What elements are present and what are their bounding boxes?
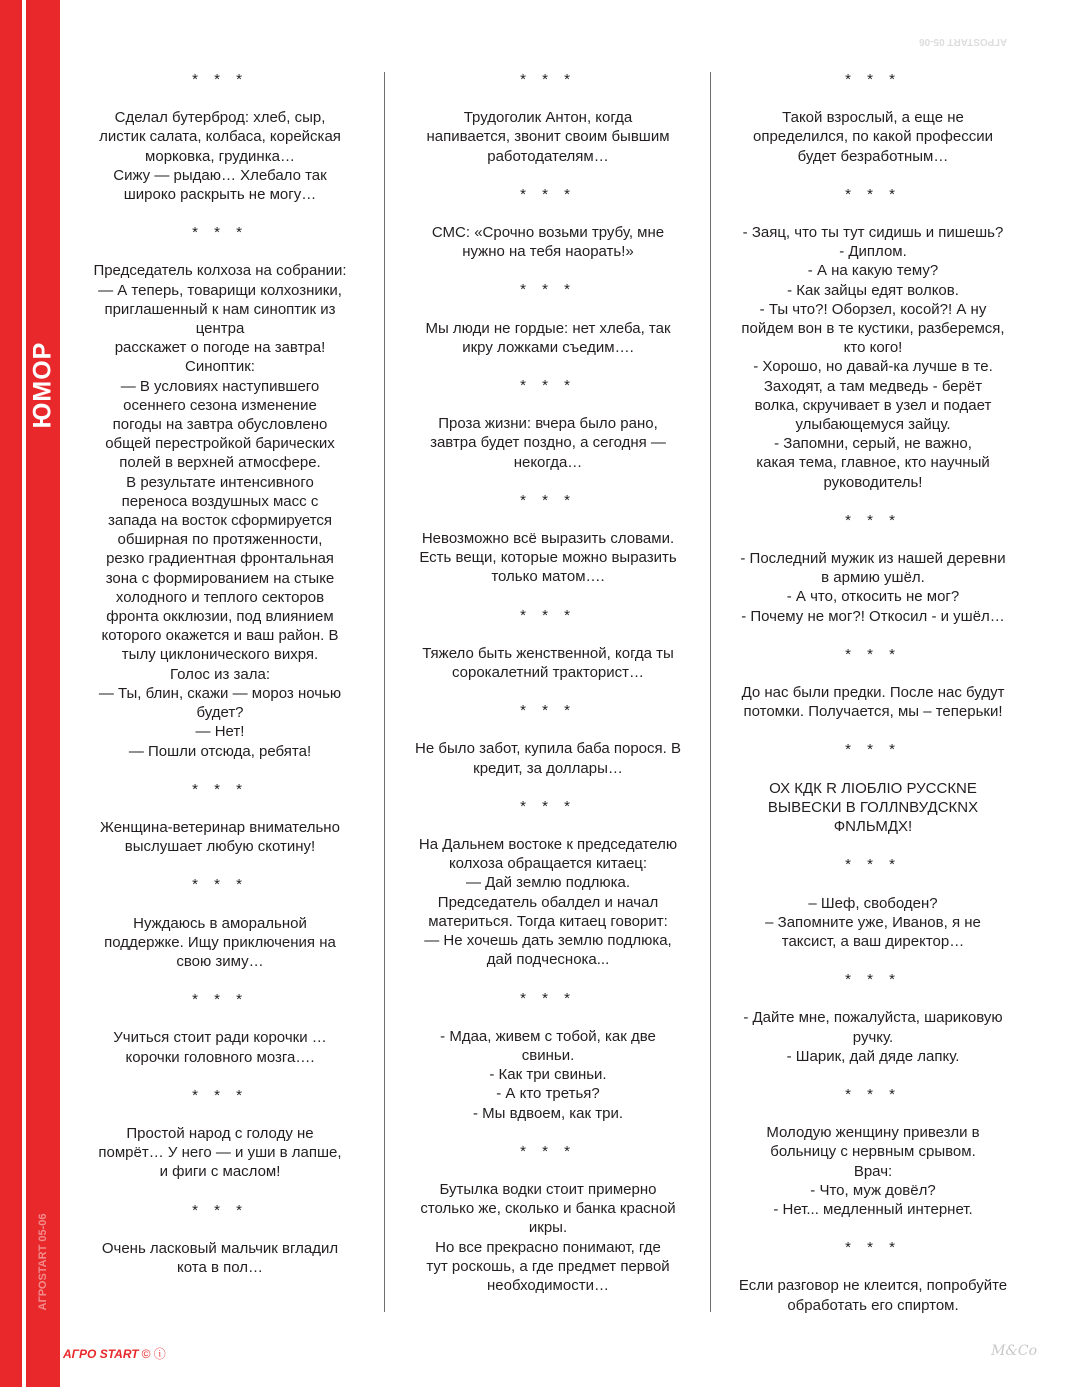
joke-text: - Последний мужик из нашей деревни в армию ушёл. - А что, откосить не мог? - Почему не мог?! Откосил - и ушёл… [740, 550, 1006, 625]
joke-block [403, 185, 693, 262]
joke-separator: * * * [520, 702, 576, 720]
joke-separator: * * * [520, 606, 576, 624]
sidebar-stripe-thin [0, 0, 22, 1387]
joke-separator: * * * [520, 185, 576, 203]
joke-text: Тяжело быть женственной, когда ты сорокалетний тракторист… [422, 644, 674, 682]
logo-text: АГРО START [63, 1347, 139, 1361]
joke-block [403, 376, 693, 472]
joke-block [726, 855, 1020, 951]
sidebar-stripe-thick [26, 0, 60, 1387]
joke-separator: * * * [520, 281, 576, 299]
joke-block [403, 606, 693, 683]
joke-text: Бутылка водки стоит примерно столько же, сколько и банка красной икры. Но все прекрасно понимают, где тут роскошь, а где предмет первой необходимости… [420, 1180, 676, 1294]
joke-separator: * * * [520, 989, 576, 1007]
joke-block [74, 990, 366, 1067]
joke-block [726, 970, 1020, 1066]
joke-block [74, 780, 366, 857]
magazine-logo [63, 1345, 166, 1362]
joke-block [74, 70, 366, 204]
joke-separator: * * * [845, 1085, 901, 1103]
joke-text: Молодую женщину привезли в больницу с нервным срывом. Врач: - Что, муж довёл? - Нет... медленный интернет. [766, 1124, 980, 1218]
joke-separator: * * * [845, 185, 901, 203]
joke-block [403, 70, 693, 166]
joke-separator: * * * [192, 1201, 248, 1219]
joke-text: На Дальнем востоке к председателю колхоза обращается китаец: — Дай землю подлюка. Председатель обалдел и начал материться. Тогда китаец говорит: — Не хочешь дать землю подлюка, дай подчеснока... [418, 836, 678, 969]
joke-text: Невозможно всё выразить словами. Есть вещи, которые можно выразить только матом…. [419, 530, 677, 586]
joke-text: – Шеф, свободен? – Запомните уже, Иванов, я не таксист, а ваш директор… [765, 894, 981, 950]
joke-separator: * * * [520, 491, 576, 509]
joke-block [726, 511, 1020, 626]
joke-separator: * * * [192, 876, 248, 894]
sidebar [0, 0, 60, 1387]
joke-text: Если разговор не клеится, попробуйте обработать его спиртом. [738, 1277, 1008, 1314]
joke-text: Учиться стоит ради корочки … корочки головного мозга…. [113, 1029, 327, 1066]
joke-separator: * * * [845, 741, 901, 759]
joke-separator: * * * [520, 377, 576, 395]
joke-text: Сделал бутерброд: хлеб, сыр, листик салата, колбаса, корейская морковка, грудинка… Сижу — рыдаю… Хлебало так широко раскрыть не могу… [99, 109, 341, 204]
joke-block [74, 875, 366, 971]
joke-separator: * * * [520, 1142, 576, 1160]
joke-separator: * * * [845, 971, 901, 989]
joke-separator: * * * [845, 1239, 901, 1257]
joke-block [74, 1201, 366, 1278]
top-edition-label: АГРОSTART 05-06 [918, 36, 1007, 47]
joke-block [726, 185, 1020, 492]
joke-separator: * * * [192, 71, 248, 88]
joke-text: Простой народ с голоду не помрёт… У него — и уши в лапше, и фиги с маслом! [98, 1124, 342, 1181]
joke-text: - Заяц, что ты тут сидишь и пишешь? - Диплом. - А на какую тему? - Как зайцы едят волков. - Ты что?! Оборзел, косой?! А ну пойдем вон в те кустики, разберемся, кто кого! - Хорошо, но давай-ка лучше в те. Заходят, а там медведь - берёт волка, скручивает в узел и подает улыбающемуся зайцу. - Запомни, серый, не важно, какая тема, главное, кто научный руководитель! [741, 224, 1005, 491]
joke-separator: * * * [192, 224, 248, 242]
joke-block [726, 70, 1020, 166]
section-label: ЮМОР [28, 341, 57, 429]
joke-block [726, 1085, 1020, 1219]
designer-signature: M&Co [991, 1343, 1037, 1359]
joke-separator: * * * [192, 780, 248, 798]
joke-text: Очень ласковый мальчик вгладил кота в пол… [101, 1239, 339, 1276]
joke-text: Не было забот, купила баба порося. В кредит, за доллары… [415, 740, 681, 777]
joke-separator: * * * [520, 797, 576, 815]
joke-block [403, 797, 693, 970]
joke-block [403, 701, 693, 778]
joke-text: - Дайте мне, пожалуйста, шариковую ручку. - Шарик, дай дяде лапку. [743, 1009, 1003, 1065]
joke-text: Такой взрослый, а еще не определился, по какой профессии будет безработным… [753, 109, 993, 165]
joke-block [403, 1142, 693, 1295]
joke-separator: * * * [845, 71, 901, 88]
joke-separator: * * * [845, 856, 901, 874]
column-divider-2 [710, 72, 711, 1312]
joke-text: Трудоголик Антон, когда напивается, звонит своим бывшим работодателям… [426, 109, 670, 165]
joke-separator: * * * [845, 511, 901, 529]
joke-block [726, 645, 1020, 722]
joke-text: ОХ КДК R ЛІОБЛІО РУССКNЕ ВЫВЕСКИ В ГОЛЛNВУДСКNХ ФNЛЬМДХ! [767, 779, 979, 836]
joke-separator: * * * [192, 1086, 248, 1104]
logo-mark: © ⓘ [141, 1347, 166, 1361]
joke-text: До нас были предки. После нас будут потомки. Получается, мы – теперьки! [741, 684, 1005, 721]
joke-block [74, 223, 366, 760]
joke-column-1 [74, 70, 366, 1296]
joke-text: Женщина-ветеринар внимательно выслушает любую скотину! [100, 818, 340, 856]
joke-block [403, 280, 693, 357]
joke-separator: * * * [520, 71, 576, 88]
joke-text: - Мдаа, живем с тобой, как две свиньи. - Как три свиньи. - А кто третья? - Мы вдвоем, как три. [440, 1027, 656, 1122]
joke-text: Мы люди не гордые: нет хлеба, так икру ложками съедим…. [425, 319, 671, 356]
joke-text: Проза жизни: вчера было рано, завтра будет поздно, а сегодня — некогда… [430, 415, 666, 471]
side-edition-label: АГРОSTART 05-06 [37, 1213, 49, 1311]
joke-column-2 [403, 70, 693, 1314]
joke-column-3 [726, 70, 1020, 1334]
joke-block [403, 989, 693, 1123]
joke-block [726, 1238, 1020, 1315]
joke-block [403, 491, 693, 587]
joke-block [726, 740, 1020, 836]
column-divider-1 [384, 72, 385, 1312]
joke-text: Председатель колхоза на собрании: — А теперь, товарищи колхозники, приглашенный к нам синоптик из центра расскажет о погоде на завтра! Синоптик: — В условиях наступившего осеннего сезона изменение погоды на завтра обусловлено общей перестройкой барических полей в верхней атмосфере. В результате интенсивного переноса воздушных масс с запада на восток сформируется обширная по протяженности, резко градиентная фронтальная зона с формированием на стыке холодного и теплого секторов фронта окклюзии, под влиянием которого окажется и ваш район. В тылу циклонического вихря. Голос из зала: — Ты, блин, скажи — мороз ночью будет? — Нет! — Пошли отсюда, ребята! [93, 262, 347, 760]
joke-separator: * * * [192, 991, 248, 1009]
joke-text: Нуждаюсь в аморальной поддержке. Ищу приключения на свою зиму… [104, 914, 336, 970]
joke-separator: * * * [845, 645, 901, 663]
joke-text: СМС: «Срочно возьми трубу, мне нужно на тебя наорать!» [431, 224, 665, 261]
joke-block [74, 1086, 366, 1182]
